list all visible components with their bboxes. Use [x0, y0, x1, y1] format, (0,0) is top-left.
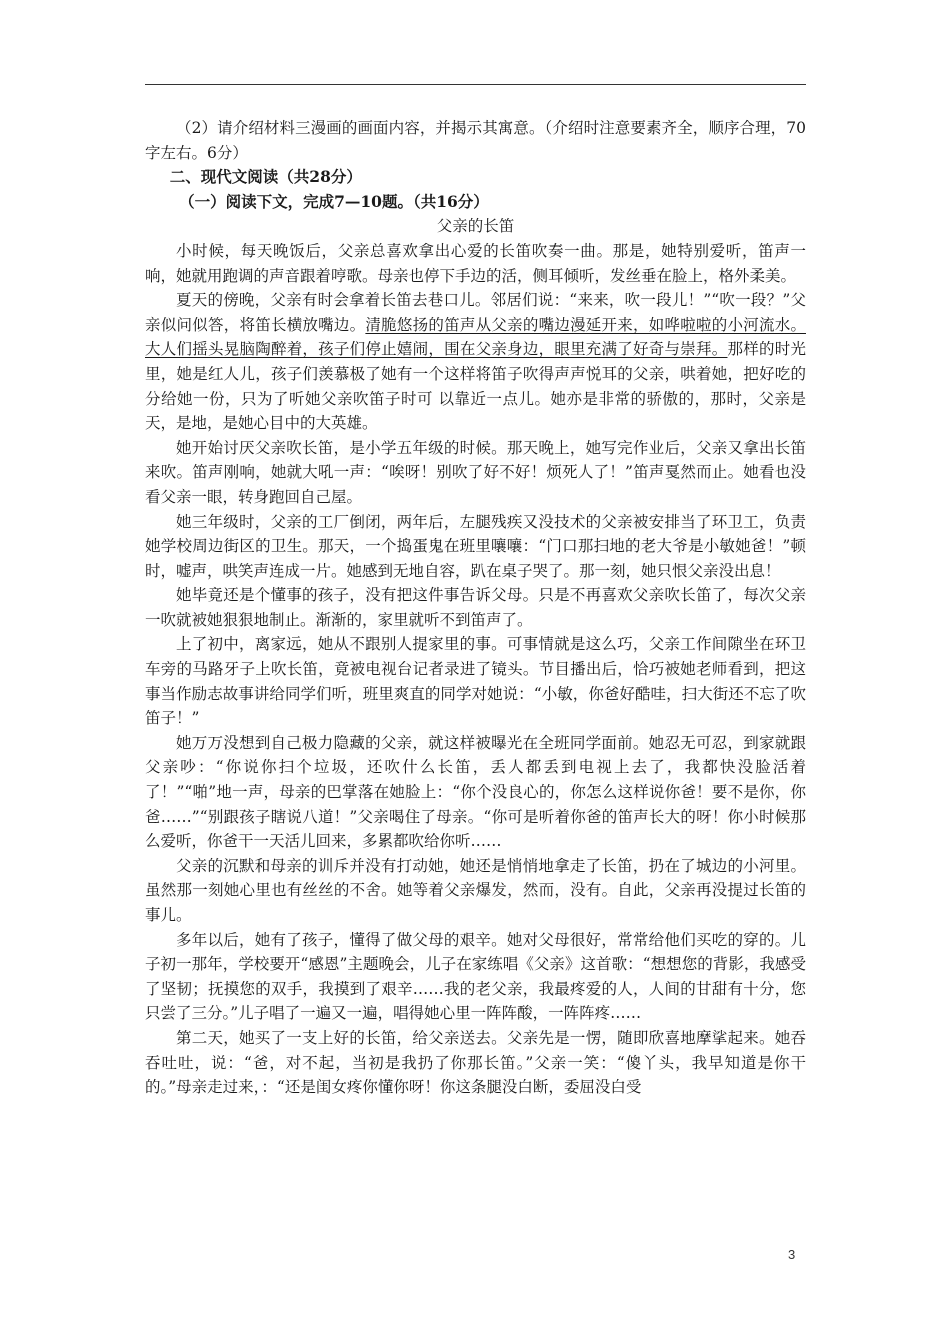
article-title: 父亲的长笛 [436, 217, 515, 236]
paragraph-5: 她毕竟还是个懂事的孩子，没有把这件事告诉父母。只是不再喜欢父亲吹长笛了，每次父亲一吹就被她狠狠地制止。渐渐的，家里就听不到笛声了。 [145, 586, 806, 629]
paragraph-8: 父亲的沉默和母亲的训斥并没有打动她，她还是悄悄地拿走了长笛，扔在了城边的小河里。虽然那一刻她心里也有丝丝的不舍。她等着父亲爆发，然而，没有。自此，父亲再没提过长笛的事儿。 [145, 856, 806, 924]
paragraph-7: 她万万没想到自己极力隐藏的父亲，就这样被曝光在全班同学面前。她忍无可忍，到家就跟父亲吵：“你说你扫个垃圾，还吹什么长笛，丢人都丢到电视上去了，我都快没脸活着了！”“啪”地一声，母亲的巴掌落在她脸上：“你个没良心的，你怎么这样说你爸！要不是你，你爸……”“别跟孩子瞎说八道！”父亲喝住了母亲。“你可是听着你爸的笛声长大的呀！你小时候那么爱听，你爸干一天活儿回来，多累都吹给你听…… [145, 733, 806, 851]
subsection-title: （一）阅读下文，完成7—10题。（共16分） [179, 191, 489, 211]
header-rule [145, 84, 806, 85]
question-2: （2）请介绍材料三漫画的画面内容，并揭示其寓意。（介绍时注意要素齐全，顺序合理，70字左右。6分） [145, 119, 806, 162]
paragraph-9: 多年以后，她有了孩子，懂得了做父母的艰辛。她对父母很好，常常给他们买吃的穿的。儿子初一那年，学校要开“感恩”主题晚会，儿子在家练唱《父亲》这首歌：“想想您的背影，我感受了坚韧；抚摸您的双手，我摸到了艰辛……我的老父亲，我最疼爱的人，人间的甘甜有十分，您只尝了三分。”儿子唱了一遍又一遍，唱得她心里一阵阵酸，一阵阵疼…… [145, 930, 806, 1023]
paragraph-1: 小时候，每天晚饭后，父亲总喜欢拿出心爱的长笛吹奏一曲。那是，她特别爱听，笛声一响，她就用跑调的声音跟着哼歌。母亲也停下手边的活，侧耳倾听，发丝垂在脸上，格外柔美。 [145, 241, 806, 285]
paragraph-10: 第二天，她买了一支上好的长笛，给父亲送去。父亲先是一愣，随即欣喜地摩挲起来。她吞吞吐吐，说：“爸，对不起，当初是我扔了你那长笛。”父亲一笑：“傻丫头，我早知道是你干的。”母亲走过来，：“还是闺女疼你懂你呀！你这条腿没白断，委屈没白受 [145, 1028, 806, 1097]
underlined-passage: 清脆悠扬的笛声从父亲的嘴边漫延开来，如哗啦啦的小河流水。大人们摇头晃脑陶醉着，孩子们停止嬉闹，围在父亲身边，眼里充满了好奇与崇拜。 [145, 315, 806, 359]
paragraph-2-tail: 那样的时光里，她是红人儿，孩子们羡慕极了她有一个这样将笛子吹得声声悦耳的父亲，哄着她，把好吃的分给她一份，只为了听她父亲吹笛子时可 以靠近一点儿。她亦是非常的骄傲的，那时，父亲是天，是地，是她心目中的大英雄。 [145, 340, 806, 433]
paragraph-6: 上了初中，离家远，她从不跟别人提家里的事。可事情就是这么巧，父亲工作间隙坐在环卫车旁的马路牙子上吹长笛，竟被电视台记者录进了镜头。节目播出后，恰巧被她老师看到，把这事当作励志故事讲给同学们听，班里爽直的同学对她说：“小敏，你爸好酷哇，扫大街还不忘了吹笛子！” [145, 635, 806, 728]
paragraph-2 [145, 288, 806, 436]
paragraph-4: 她三年级时，父亲的工厂倒闭，两年后，左腿残疾又没技术的父亲被安排当了环卫工，负责她学校周边街区的卫生。那天，一个捣蛋鬼在班里嚷嚷：“门口那扫地的老大爷是小敏她爸！”顿时，嘘声，哄笑声连成一片。她感到无地自容，趴在桌子哭了。那一刻，她只恨父亲没出息！ [145, 512, 806, 580]
paragraph-2-lead: 夏天的傍晚，父亲有时会拿着长笛去巷口儿。邻居们说：“来来，吹一段儿！”“吹一段？”父亲似问似答，将笛长横放嘴边。 [145, 291, 806, 334]
page-number: 3 [788, 1247, 796, 1262]
document-body [145, 116, 806, 1100]
paragraph-3: 她开始讨厌父亲吹长笛，是小学五年级的时候。那天晚上，她写完作业后，父亲又拿出长笛来吹。笛声刚响，她就大吼一声：“唉呀！别吹了好不好！烦死人了！”笛声戛然而止。她看也没看父亲一眼，转身跑回自己屋。 [145, 438, 806, 506]
section-title: 二、现代文阅读（共28分） [169, 167, 362, 187]
